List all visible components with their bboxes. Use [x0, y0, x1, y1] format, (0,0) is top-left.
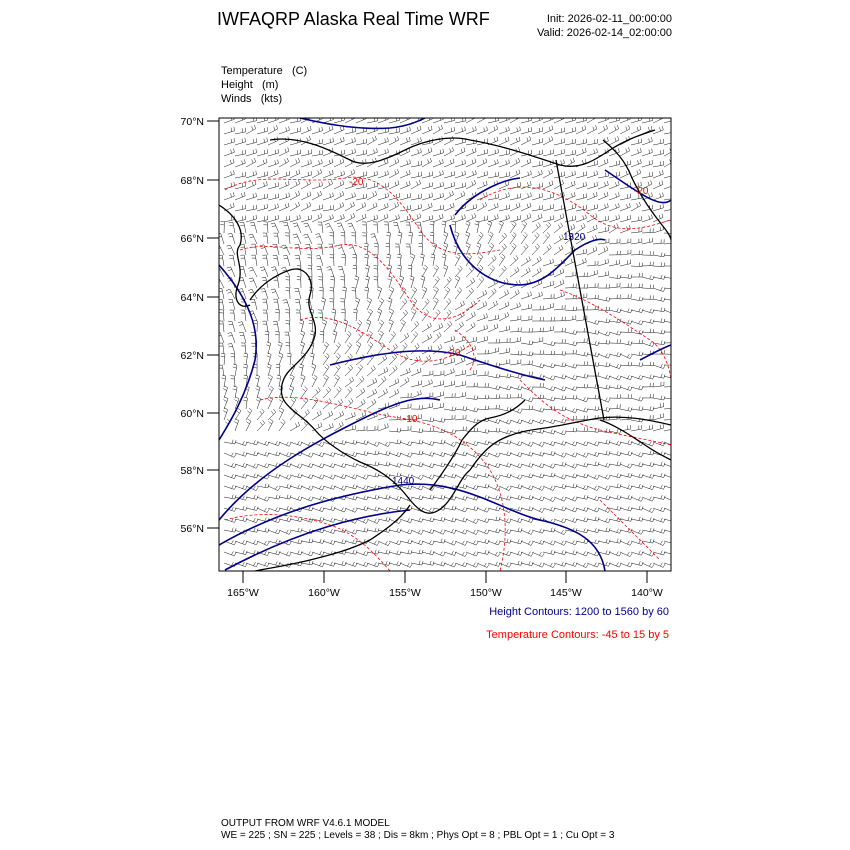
- longitude-axis: [227, 571, 663, 599]
- footer-line-1: OUTPUT FROM WRF V4.6.1 MODEL: [221, 818, 390, 829]
- field-height: Height (m): [221, 79, 279, 91]
- lat-label: 62°N: [180, 350, 204, 362]
- latitude-axis: [181, 116, 219, 535]
- map-title: IWFAQRP Alaska Real Time WRF: [217, 9, 490, 29]
- lon-label: 145°W: [550, 587, 582, 599]
- lon-label: 150°W: [470, 587, 502, 599]
- lon-label: 155°W: [389, 587, 421, 599]
- temp-label: -20: [446, 348, 461, 359]
- lat-label: 70°N: [180, 116, 204, 128]
- temp-label: -20: [634, 186, 649, 197]
- lat-label: 66°N: [180, 233, 204, 245]
- lat-label: 60°N: [180, 408, 204, 420]
- height-contour-note: Height Contours: 1200 to 1560 by 60: [489, 606, 669, 618]
- height-label: 1320: [563, 232, 586, 243]
- lat-label: 56°N: [180, 523, 204, 535]
- height-label: 1440: [392, 476, 415, 487]
- lat-label: 64°N: [180, 292, 204, 304]
- lon-label: 165°W: [227, 587, 259, 599]
- field-temperature: Temperature (C): [221, 65, 308, 77]
- lat-label: 58°N: [180, 465, 204, 477]
- model-footer: [221, 818, 614, 842]
- lat-label: 68°N: [180, 175, 204, 187]
- footer-line-2: WE = 225 ; SN = 225 ; Levels = 38 ; Dis = 8km ; Phys Opt = 8 ; PBL Opt = 1 ; Cu Opt = 3: [221, 830, 615, 841]
- lon-label: 140°W: [631, 587, 663, 599]
- temperature-contour-note: Temperature Contours: -45 to 15 by 5: [486, 629, 669, 641]
- valid-time: Valid: 2026-02-14_02:00:00: [537, 27, 672, 39]
- lon-label: 160°W: [308, 587, 340, 599]
- temp-label: -10: [403, 414, 418, 425]
- temp-label: -20: [349, 177, 364, 188]
- field-winds: Winds (kts): [221, 93, 283, 105]
- init-time: Init: 2026-02-11_00:00:00: [546, 13, 672, 25]
